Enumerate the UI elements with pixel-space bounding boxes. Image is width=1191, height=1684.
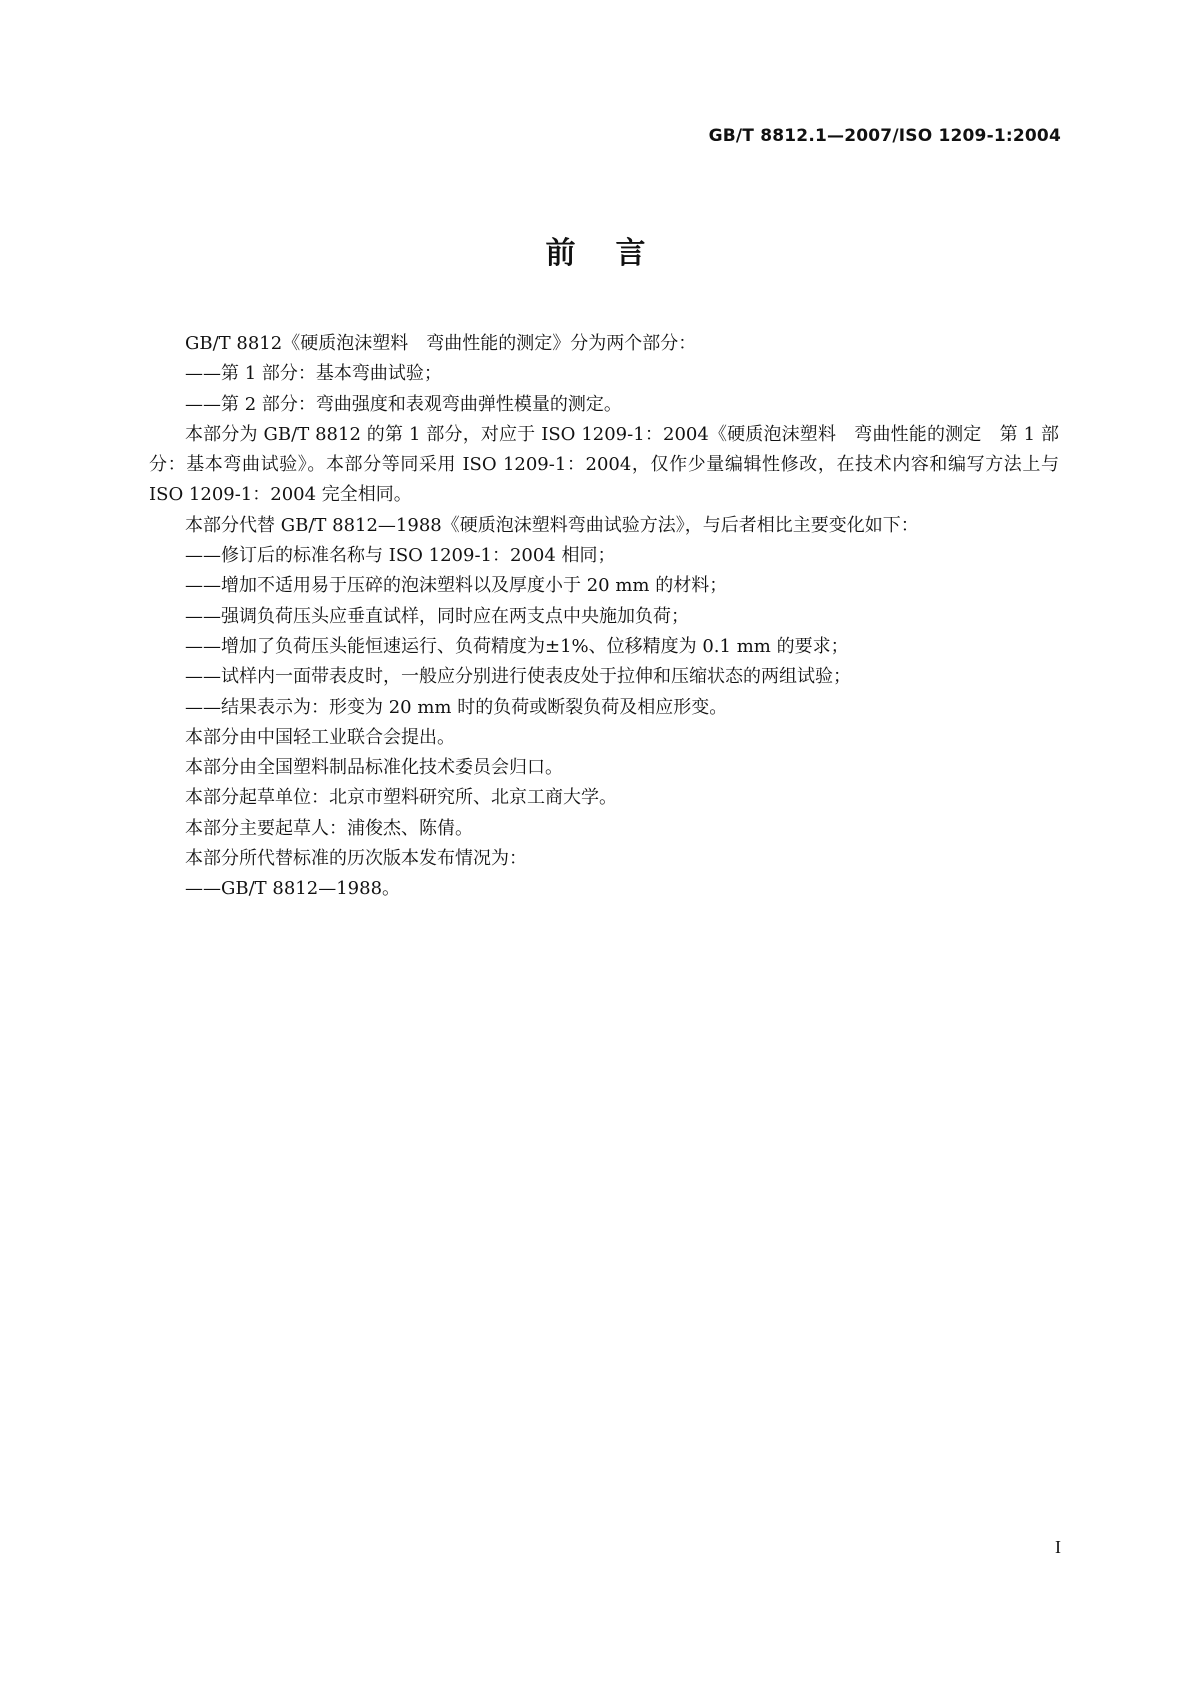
- list-item-change-6: ——结果表示为：形变为 20 mm 时的负荷或断裂负荷及相应形变。: [185, 696, 728, 718]
- paragraph-replaces: 本部分代替 GB/T 8812—1988《硬质泡沫塑料弯曲试验方法》，与后者相比主要变化如下：: [185, 514, 919, 536]
- paragraph-correspondence: 本部分为 GB/T 8812 的第 1 部分，对应于 ISO 1209-1：2004《硬质泡沫塑料 弯曲性能的测定 第 1 部分：基本弯曲试验》。本部分等同采用 ISO 1209-1：2004，仅作少量编辑性修改，在技术内容和编写方法上与 ISO 1209-1：2004 完全相同。: [149, 423, 1059, 506]
- list-item-change-5: ——试样内一面带表皮时，一般应分别进行使表皮处于拉伸和压缩状态的两组试验；: [185, 666, 851, 688]
- paragraph-parts-intro: GB/T 8812《硬质泡沫塑料 弯曲性能的测定》分为两个部分：: [185, 333, 697, 354]
- foreword-body: [149, 329, 1059, 905]
- page-title: 前言: [545, 236, 686, 271]
- list-item-change-4: ——增加了负荷压头能恒速运行、负荷精度为±1%、位移精度为 0.1 mm 的要求；: [185, 635, 849, 657]
- paragraph-proposer: 本部分由中国轻工业联合会提出。: [185, 726, 455, 748]
- paragraph-history-intro: 本部分所代替标准的历次版本发布情况为：: [185, 848, 527, 870]
- list-item-change-3: ——强调负荷压头应垂直试样，同时应在两支点中央施加负荷；: [185, 605, 689, 627]
- list-item-change-1: ——修订后的标准名称与 ISO 1209-1：2004 相同；: [185, 545, 616, 567]
- list-item-history-1: ——GB/T 8812—1988。: [185, 878, 401, 900]
- list-item-part-1: ——第 1 部分：基本弯曲试验；: [185, 363, 442, 385]
- standard-code-header: GB/T 8812.1—2007/ISO 1209-1:2004: [708, 126, 1061, 146]
- paragraph-drafters: 本部分主要起草人：浦俊杰、陈倩。: [185, 817, 473, 839]
- list-item-change-2: ——增加不适用易于压碎的泡沫塑料以及厚度小于 20 mm 的材料；: [185, 575, 728, 597]
- paragraph-committee: 本部分由全国塑料制品标准化技术委员会归口。: [185, 757, 563, 779]
- page-number: I: [1055, 1537, 1061, 1557]
- list-item-part-2: ——第 2 部分：弯曲强度和表观弯曲弹性模量的测定。: [185, 393, 622, 415]
- paragraph-drafting-units: 本部分起草单位：北京市塑料研究所、北京工商大学。: [185, 787, 617, 809]
